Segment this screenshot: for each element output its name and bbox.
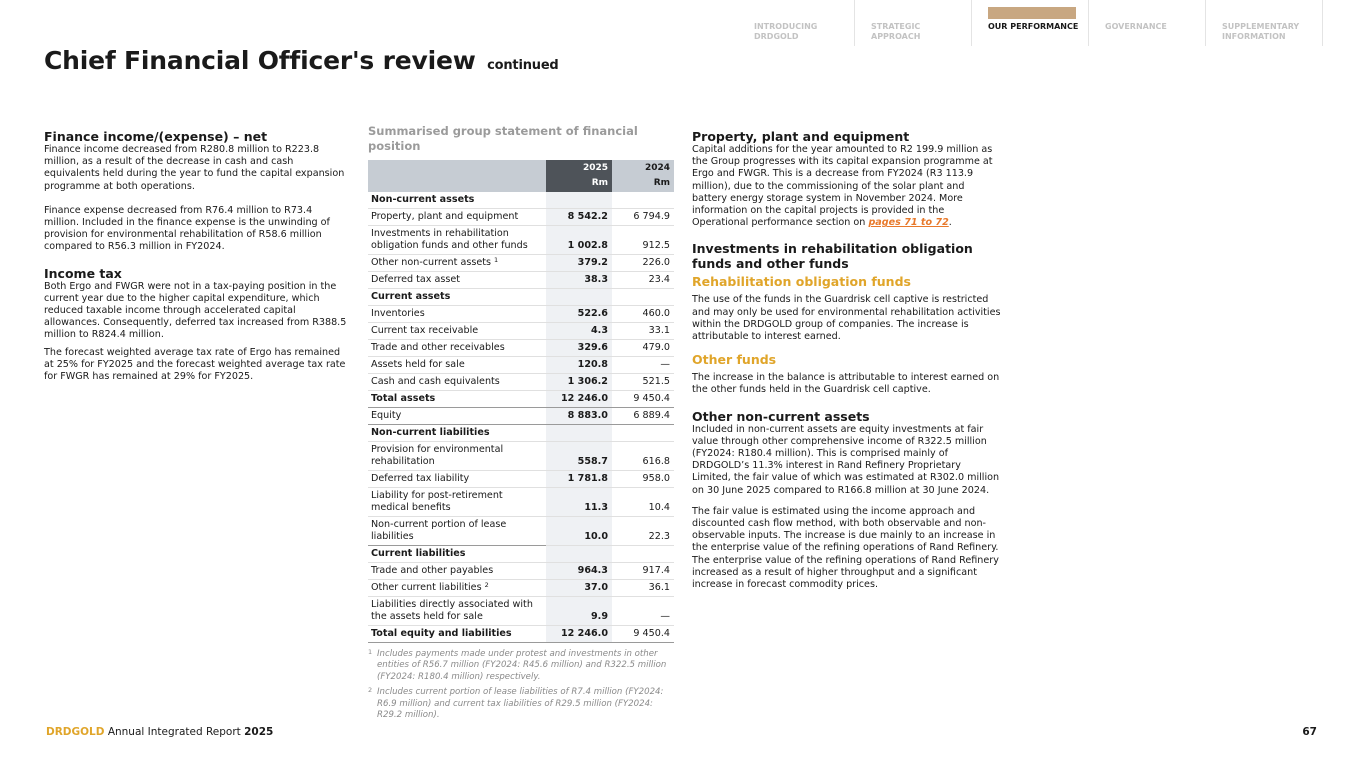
table-row-total: [368, 391, 674, 408]
footnote-1-text: Includes payments made under protest and investments in other entities of R56.7 million (FY2024: R45.6 million) and R322.5 million (FY2024: R180.4 million) respectively.: [377, 649, 667, 682]
table-row: [368, 597, 674, 626]
rehab-funds-subheading: Rehabilitation obligation funds: [692, 274, 911, 290]
page-title: [44, 46, 559, 75]
row-label: Assets held for sale: [368, 357, 546, 374]
value-2025: 38.3: [546, 272, 612, 289]
value-2024: 6 794.9: [612, 209, 674, 226]
tab-governance[interactable]: [1089, 0, 1206, 46]
other-nca-paragraph-2: The fair value is estimated using the income approach and discounted cash flow method, with both observable and non-observable inputs. The increase is due mainly to an increase in the enterprise value of the refining operations of Rand Refinery. The enterprise value of the refining operations of Rand Refinery increased as a result of higher throughput and a significant increase in forecast commodity prices.: [692, 505, 999, 591]
table-row: [368, 192, 674, 209]
page-title-suffix: continued: [487, 58, 559, 73]
table-row: [368, 323, 674, 340]
investments-heading: Investments in rehabilitation obligation funds and other funds: [692, 241, 973, 272]
rehab-funds-paragraph: The use of the funds in the Guardrisk cell captive is restricted and may only be used for environmental rehabilitation activities within the DRDGOLD group of companies. The increase is attributable to interest earned.: [692, 294, 1001, 343]
unit-2025: Rm: [591, 178, 608, 188]
table-row-total: [368, 626, 674, 643]
value-2024: 958.0: [612, 471, 674, 488]
other-nca-heading: Other non-current assets: [692, 408, 870, 424]
tab-label: STRATEGIC APPROACH: [871, 22, 921, 41]
row-label: Deferred tax asset: [368, 272, 546, 289]
other-funds-subheading: Other funds: [692, 352, 777, 368]
row-label: Liabilities directly associated with the assets held for sale: [368, 597, 546, 626]
table-row: [368, 289, 674, 306]
tab-label: OUR PERFORMANCE: [988, 22, 1079, 31]
footer-brand: DRDGOLD: [46, 726, 105, 738]
row-label: Deferred tax liability: [368, 471, 546, 488]
row-label: Total equity and liabilities: [368, 626, 546, 643]
value-2025: 1 306.2: [546, 374, 612, 391]
row-label: Non-current liabilities: [368, 425, 546, 442]
value-2025: 1 781.8: [546, 471, 612, 488]
table-row: [368, 563, 674, 580]
year-2025: 2025: [582, 163, 608, 173]
value-2025: 558.7: [546, 442, 612, 471]
row-label: Equity: [368, 408, 546, 425]
row-label: [368, 255, 546, 272]
value-2024: 460.0: [612, 306, 674, 323]
value-2025: 120.8: [546, 357, 612, 374]
footnote-ref-2: 2: [484, 581, 489, 589]
row-label: Current tax receivable: [368, 323, 546, 340]
other-nca-paragraph-1: Included in non-current assets are equity investments at fair value through other comprehensive income of R322.5 million (FY2024: R180.4 million). This is comprised mainly of DRDGOLD’s 11.3% interest in Rand Refinery Proprietary Limited, the fair value of which was estimated at R302.0 million on 30 June 2025 compared to R166.8 million at 30 June 2024.: [692, 423, 1000, 496]
value-2025: 11.3: [546, 488, 612, 517]
value-2025: 1 002.8: [546, 226, 612, 255]
value-2024: —: [612, 597, 674, 626]
value-2024: 10.4: [612, 488, 674, 517]
table-row: [368, 517, 674, 546]
row-label: Trade and other payables: [368, 563, 546, 580]
footnote-2-text: Includes current portion of lease liabilities of R7.4 million (FY2024: R6.9 million) and current tax liabilities of R29.5 million (FY2024: R29.2 million).: [377, 687, 664, 721]
value-2025: 37.0: [546, 580, 612, 597]
row-label: Current assets: [368, 289, 546, 306]
table-header-label: [368, 160, 546, 192]
footnote-ref-1: 1: [494, 256, 499, 264]
ppe-heading: Property, plant and equipment: [692, 129, 910, 144]
finance-paragraph-2: Finance expense decreased from R76.4 million to R73.4 million. Included in the finance expense is the unwinding of provision for environmental rehabilitation of R58.6 million compared to R56.3 million in FY2024.: [44, 204, 330, 253]
row-label-text: Other non-current assets: [371, 257, 491, 268]
footer-report-name: Annual Integrated Report: [107, 726, 241, 738]
tab-label: INTRODUCING DRDGOLD: [754, 22, 818, 41]
value-2024: 9 450.4: [612, 626, 674, 643]
value-2025: 10.0: [546, 517, 612, 546]
footnote-1-number: 1: [368, 648, 373, 656]
page-title-text: Chief Financial Officer's review: [44, 46, 476, 75]
finance-heading: Finance income/(expense) – net: [44, 129, 268, 144]
financial-position-table: [368, 160, 674, 643]
row-label: Liability for post-retirement medical benefits: [368, 488, 546, 517]
income-tax-paragraph-2: The forecast weighted average tax rate of Ergo has remained at 25% for FY2025 and the forecast weighted average tax rate for FWGR has remained at 29% for FY2025.: [44, 346, 346, 383]
tab-introducing-drdgold[interactable]: [738, 0, 855, 46]
row-label: Trade and other receivables: [368, 340, 546, 357]
table-row: [368, 357, 674, 374]
value-2024: 9 450.4: [612, 391, 674, 408]
table-row-total: [368, 408, 674, 425]
value-2024: 36.1: [612, 580, 674, 597]
row-label: Total assets: [368, 391, 546, 408]
financial-position-table-section: [368, 124, 674, 721]
value-2025: 522.6: [546, 306, 612, 323]
table-row: [368, 471, 674, 488]
value-2025: 4.3: [546, 323, 612, 340]
income-tax-heading: Income tax: [44, 265, 122, 281]
value-2025: 964.3: [546, 563, 612, 580]
value-2025: 8 542.2: [546, 209, 612, 226]
table-row: [368, 488, 674, 517]
left-column: [44, 129, 350, 383]
unit-2024: Rm: [653, 178, 670, 188]
column-header-2025: [546, 160, 612, 192]
value-2024: 479.0: [612, 340, 674, 357]
value-2025: 8 883.0: [546, 408, 612, 425]
value-2024: 616.8: [612, 442, 674, 471]
tab-label: GOVERNANCE: [1105, 22, 1167, 31]
value-2024: 22.3: [612, 517, 674, 546]
other-funds-paragraph: The increase in the balance is attributable to interest earned on the other funds held in the Guardrisk cell captive.: [692, 372, 1000, 396]
footnote-1: [368, 649, 674, 683]
table-row: [368, 209, 674, 226]
tab-our-performance[interactable]: [972, 0, 1089, 46]
table-row: [368, 255, 674, 272]
value-2025: 379.2: [546, 255, 612, 272]
value-2024: 917.4: [612, 563, 674, 580]
table-row: [368, 226, 674, 255]
row-label: Non-current assets: [368, 192, 546, 209]
row-label: Provision for environmental rehabilitation: [368, 442, 546, 471]
table-title: Summarised group statement of financial position: [368, 124, 638, 153]
tab-supplementary-information[interactable]: [1206, 0, 1323, 46]
value-2024: 6 889.4: [612, 408, 674, 425]
ppe-paragraph: [692, 144, 1002, 229]
footnote-2-number: 2: [368, 686, 373, 695]
row-label: Inventories: [368, 306, 546, 323]
table-row: [368, 374, 674, 391]
value-2024: 521.5: [612, 374, 674, 391]
table-row: [368, 546, 674, 563]
year-2024: 2024: [644, 163, 670, 173]
finance-paragraph-1: Finance income decreased from R280.8 million to R223.8 million, as a result of the decrease in cash and cash equivalents held during the year to fund the capital expansion programme at both operations.: [44, 144, 345, 192]
row-label: Cash and cash equivalents: [368, 374, 546, 391]
row-label: Investments in rehabilitation obligation funds and other funds: [368, 226, 546, 255]
ppe-paragraph-text: Capital additions for the year amounted to R2 199.9 million as the Group progresses with its capital expansion programme at Ergo and FWGR. This is a decrease from FY2024 (R3 113.9 million), due to the commissioning of the solar plant and battery energy storage system in November 2024. More information on the capital projects is provided in the Operational performance section on: [692, 144, 993, 229]
value-2024: 33.1: [612, 323, 674, 340]
row-label: [368, 580, 546, 597]
pages-link[interactable]: pages 71 to 72: [868, 217, 949, 229]
table-row: [368, 306, 674, 323]
table-header-row: [368, 160, 674, 192]
table-row: [368, 425, 674, 442]
value-2024: 23.4: [612, 272, 674, 289]
table-row: [368, 340, 674, 357]
value-2025: 12 246.0: [546, 626, 612, 643]
table-row: [368, 272, 674, 289]
income-tax-paragraph-1: Both Ergo and FWGR were not in a tax-paying position in the current year due to the higher capital expenditure, which reduced taxable income through accelerated capital allowances. Consequently, deferred tax increased from R388.5 million to R824.4 million.: [44, 280, 347, 341]
page-number: 67: [1302, 726, 1317, 738]
table-row: [368, 580, 674, 597]
right-column: [692, 129, 1002, 591]
column-header-2024: [612, 160, 674, 192]
footer-report-title: [46, 726, 273, 738]
value-2025: 12 246.0: [546, 391, 612, 408]
tab-strategic-approach[interactable]: [855, 0, 972, 46]
footer-year: 2025: [244, 726, 274, 738]
footnote-2: [368, 687, 674, 721]
row-label: Non-current portion of lease liabilities: [368, 517, 546, 546]
value-2025: 9.9: [546, 597, 612, 626]
ppe-paragraph-end: .: [948, 217, 952, 229]
value-2025: 329.6: [546, 340, 612, 357]
row-label: Property, plant and equipment: [368, 209, 546, 226]
section-nav: [738, 0, 1323, 46]
tab-label: SUPPLEMENTARY INFORMATION: [1222, 22, 1300, 41]
value-2024: 912.5: [612, 226, 674, 255]
value-2024: —: [612, 357, 674, 374]
value-2024: 226.0: [612, 255, 674, 272]
row-label-text: Other current liabilities: [371, 582, 482, 593]
table-row: [368, 442, 674, 471]
row-label: Current liabilities: [368, 546, 546, 563]
